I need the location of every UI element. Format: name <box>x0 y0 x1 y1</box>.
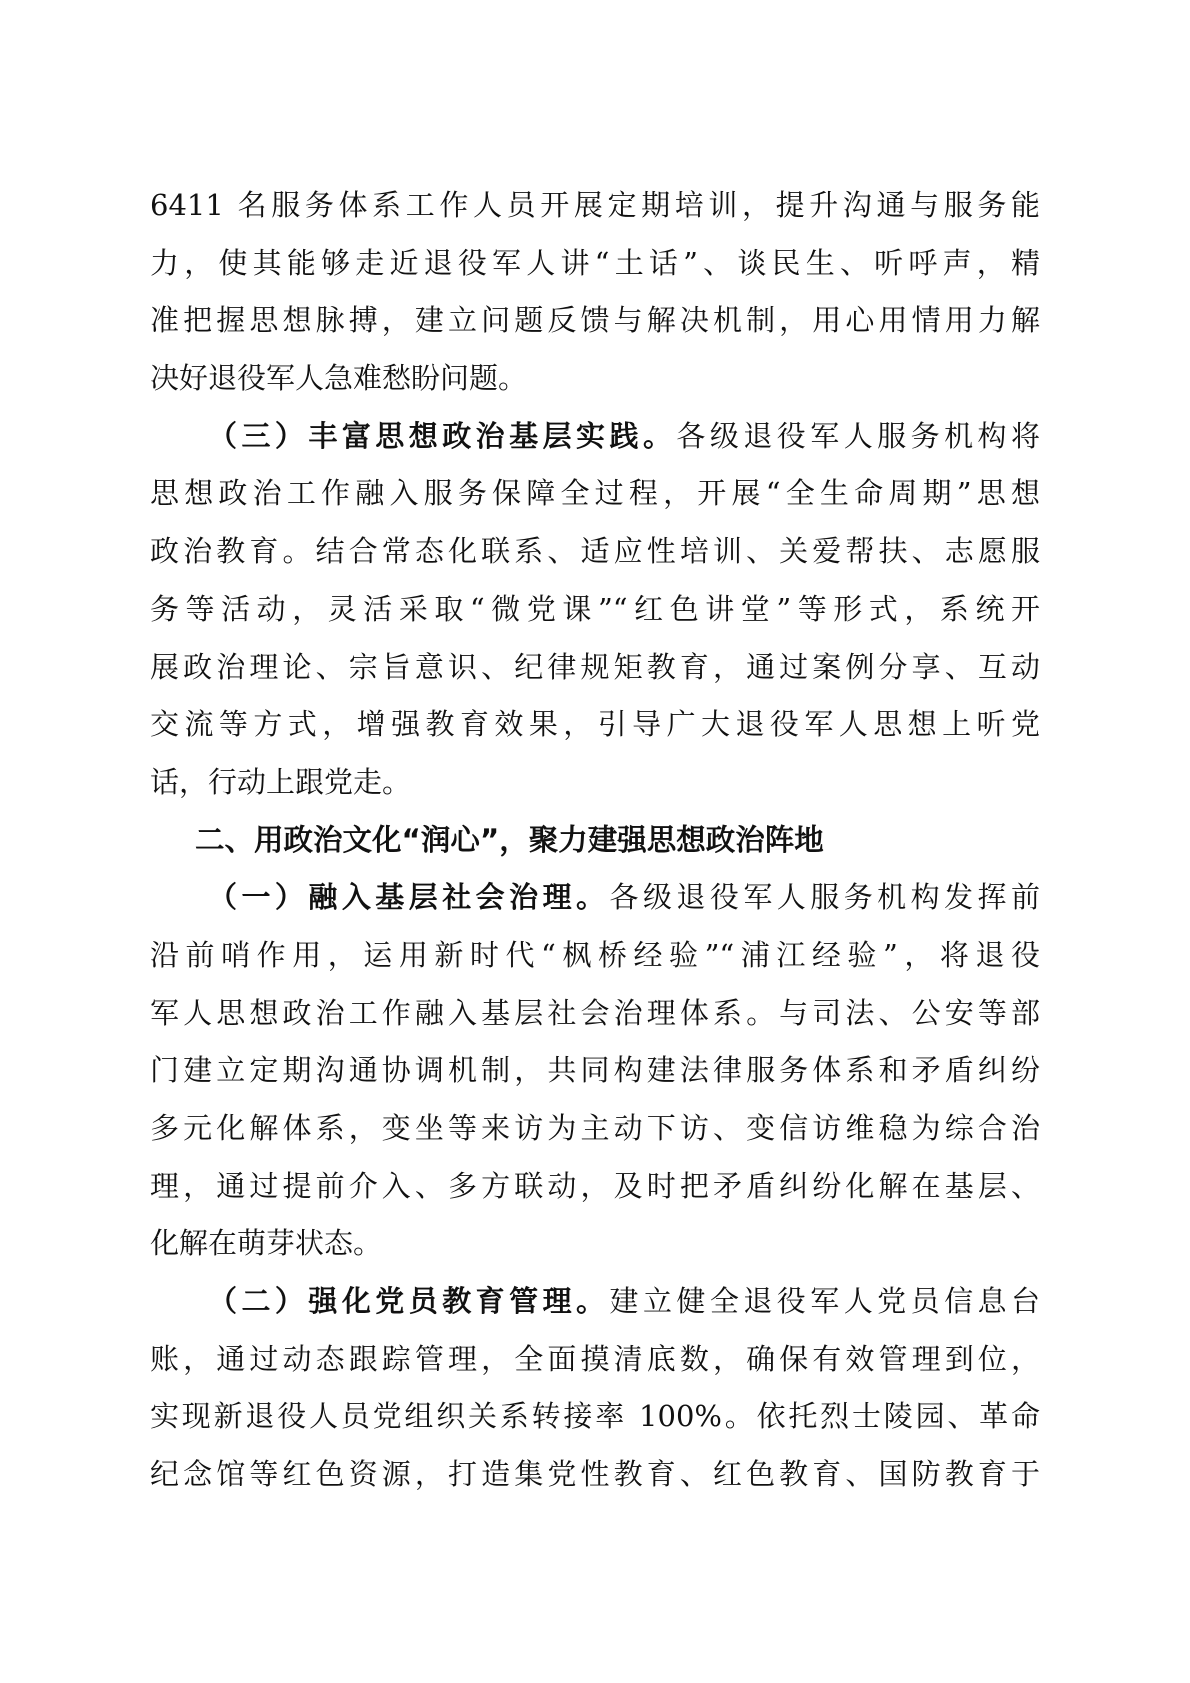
paragraph-3 <box>150 869 1040 1273</box>
subsection-title: （三）丰富思想政治基层实践。 <box>208 418 677 453</box>
text-line: 展政治理论、宗旨意识、纪律规矩教育，通过案例分享、互动 <box>150 649 1040 684</box>
paragraph-2 <box>150 408 1040 812</box>
text-line: 账，通过动态跟踪管理，全面摸清底数，确保有效管理到位， <box>150 1341 1040 1376</box>
text-line: 政治教育。结合常态化联系、适应性培训、关爱帮扶、志愿服 <box>150 534 1040 569</box>
text-line <box>150 869 1040 927</box>
paragraph-1 <box>150 177 1040 408</box>
text-line: 准把握思想脉搏，建立问题反馈与解决机制，用心用情用力解 <box>150 303 1040 338</box>
text-line: 理，通过提前介入、多方联动，及时把矛盾纠纷化解在基层、 <box>150 1168 1040 1203</box>
text-line: 6411 名服务体系工作人员开展定期培训，提升沟通与服务能 <box>150 188 1040 222</box>
text-line <box>150 408 1040 466</box>
subsection-title: （一）融入基层社会治理。 <box>208 880 610 915</box>
text-run: 各级退役军人服务机构发挥前 <box>609 880 1040 915</box>
text-line: 交流等方式，增强教育效果，引导广大退役军人思想上听党 <box>150 707 1040 742</box>
text-line: 化解在萌芽状态。 <box>150 1226 383 1261</box>
text-line: 思想政治工作融入服务保障全过程，开展“全生命周期”思想 <box>150 476 1040 511</box>
text-line <box>150 1273 1040 1331</box>
text-line: 沿前哨作用，运用新时代“枫桥经验”“浦江经验”，将退役 <box>150 937 1040 972</box>
text-line: 门建立定期沟通协调机制，共同构建法律服务体系和矛盾纠纷 <box>150 1053 1040 1088</box>
text-line: 力，使其能够走近退役军人讲“土话”、谈民生、听呼声，精 <box>150 245 1040 280</box>
text-line: 多元化解体系，变坐等来访为主动下访、变信访维稳为综合治 <box>150 1111 1040 1145</box>
text-line: 话，行动上跟党走。 <box>150 764 412 799</box>
section-heading: 二、用政治文化“润心”，聚力建强思想政治阵地 <box>195 822 824 857</box>
text-run: 建立健全退役军人党员信息台 <box>609 1284 1040 1319</box>
text-line: 决好退役军人急难愁盼问题。 <box>150 361 528 396</box>
document-page <box>150 177 1040 1504</box>
text-line: 务等活动，灵活采取“微党课”“红色讲堂”等形式，系统开 <box>150 591 1040 626</box>
text-run: 各级退役军人服务机构将 <box>676 418 1040 453</box>
text-line: 实现新退役人员党组织关系转接率 100%。依托烈士陵园、革命 <box>150 1399 1040 1434</box>
text-line: 纪念馆等红色资源，打造集党性教育、红色教育、国防教育于 <box>150 1457 1040 1492</box>
subsection-title: （二）强化党员教育管理。 <box>208 1284 610 1319</box>
paragraph-4 <box>150 1273 1040 1504</box>
text-line: 军人思想政治工作融入基层社会治理体系。与司法、公安等部 <box>150 995 1040 1030</box>
